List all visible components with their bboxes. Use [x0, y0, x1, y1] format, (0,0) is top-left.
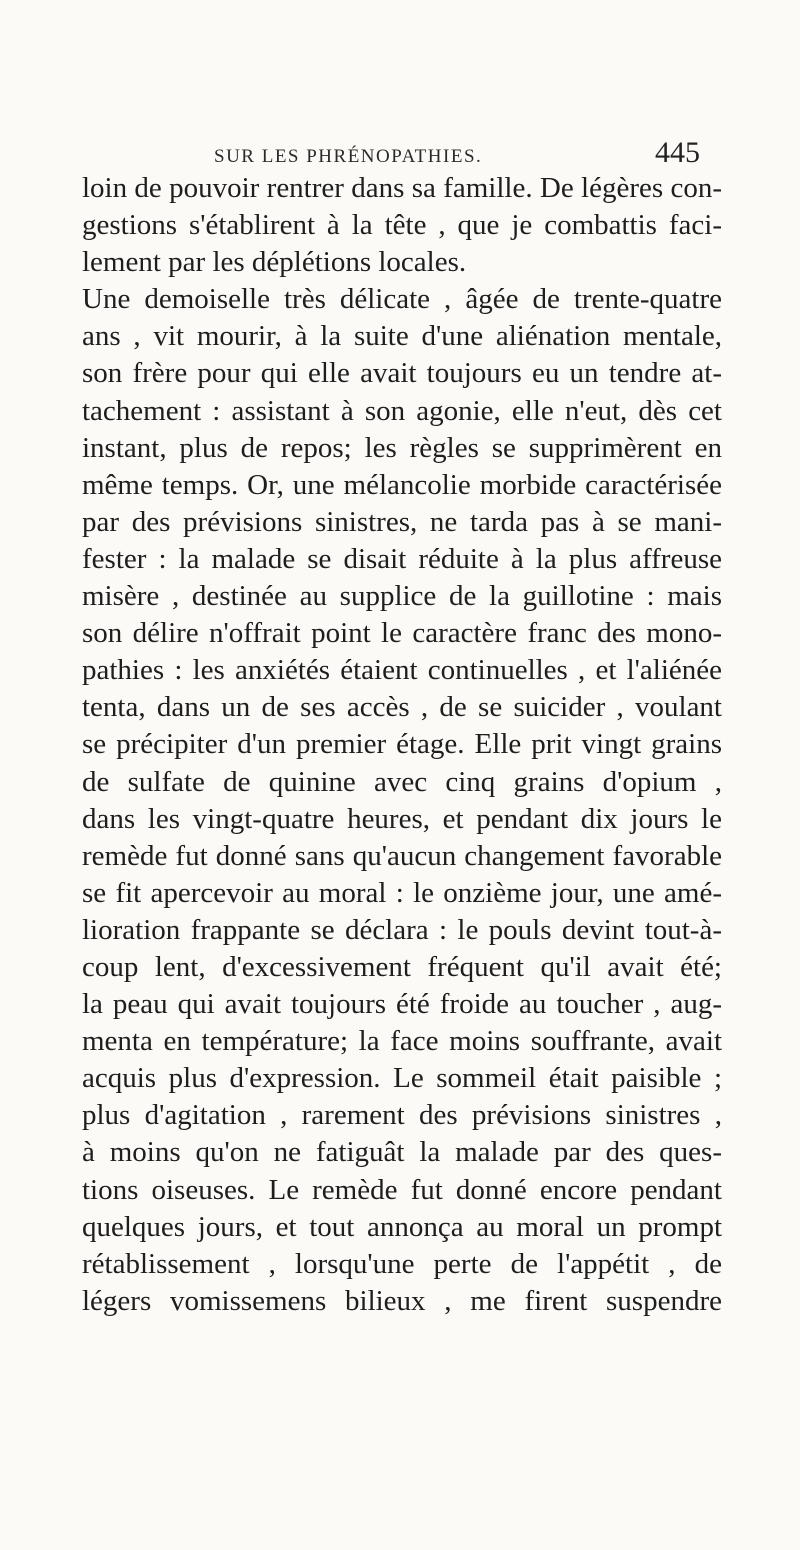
text-line: instant, plus de repos; les règles se supprimèrent en — [82, 431, 722, 464]
text-line: à moins qu'on ne fatiguât la malade par des ques- — [82, 1136, 722, 1169]
text-line: son frère pour qui elle avait toujours eu un tendre at- — [82, 357, 722, 390]
text-line: acquis plus d'expression. Le sommeil était paisible ; — [82, 1062, 722, 1095]
text-line: Une demoiselle très délicate , âgée de trente-quatre — [82, 283, 722, 316]
text-line: légers vomissemens bilieux , me firent suspendre — [82, 1284, 722, 1317]
text-line: la peau qui avait toujours été froide au toucher , aug- — [82, 988, 722, 1021]
text-line: se précipiter d'un premier étage. Elle prit vingt grains — [82, 728, 722, 761]
page-number: 445 — [655, 136, 700, 169]
text-line: son délire n'offrait point le caractère franc des mono- — [82, 617, 722, 650]
text-line: rétablissement , lorsqu'une perte de l'appétit , de — [82, 1247, 722, 1280]
running-head: SUR LES PHRÉNOPATHIES. — [214, 146, 483, 167]
text-line: fester : la malade se disait réduite à la plus affreuse — [82, 542, 722, 575]
text-line: tions oiseuses. Le remède fut donné encore pendant — [82, 1173, 722, 1206]
text-line: loin de pouvoir rentrer dans sa famille. De légères con- — [82, 172, 722, 204]
text-line: même temps. Or, une mélancolie morbide caractérisée — [82, 468, 722, 501]
text-line: coup lent, d'excessivement fréquent qu'il avait été; — [82, 950, 722, 983]
text-line: tachement : assistant à son agonie, elle n'eut, dès cet — [82, 394, 722, 427]
text-line: misère , destinée au supplice de la guillotine : mais — [82, 580, 722, 613]
body-text — [82, 170, 722, 1320]
text-line: remède fut donné sans qu'aucun changement favorable — [82, 839, 722, 872]
text-line: tenta, dans un de ses accès , de se suicider , voulant — [82, 691, 722, 724]
text-line: menta en température; la face moins souffrante, avait — [82, 1025, 722, 1058]
text-line: dans les vingt-quatre heures, et pendant dix jours le — [82, 802, 722, 835]
text-line: lement par les déplétions locales. — [82, 246, 467, 279]
text-line: quelques jours, et tout annonça au moral un prompt — [82, 1210, 722, 1243]
text-line: lioration frappante se déclara : le pouls devint tout-à- — [82, 913, 722, 946]
text-line: par des prévisions sinistres, ne tarda pas à se mani- — [82, 505, 722, 538]
text-line: se fit apercevoir au moral : le onzième jour, une amé- — [82, 876, 722, 909]
text-line: de sulfate de quinine avec cinq grains d'opium , — [82, 765, 722, 798]
text-line: pathies : les anxiétés étaient continuelles , et l'aliénée — [82, 654, 722, 687]
text-line: gestions s'établirent à la tête , que je combattis faci- — [82, 209, 722, 242]
text-line: ans , vit mourir, à la suite d'une aliénation mentale, — [82, 320, 722, 353]
text-line: plus d'agitation , rarement des prévisions sinistres , — [82, 1099, 722, 1132]
